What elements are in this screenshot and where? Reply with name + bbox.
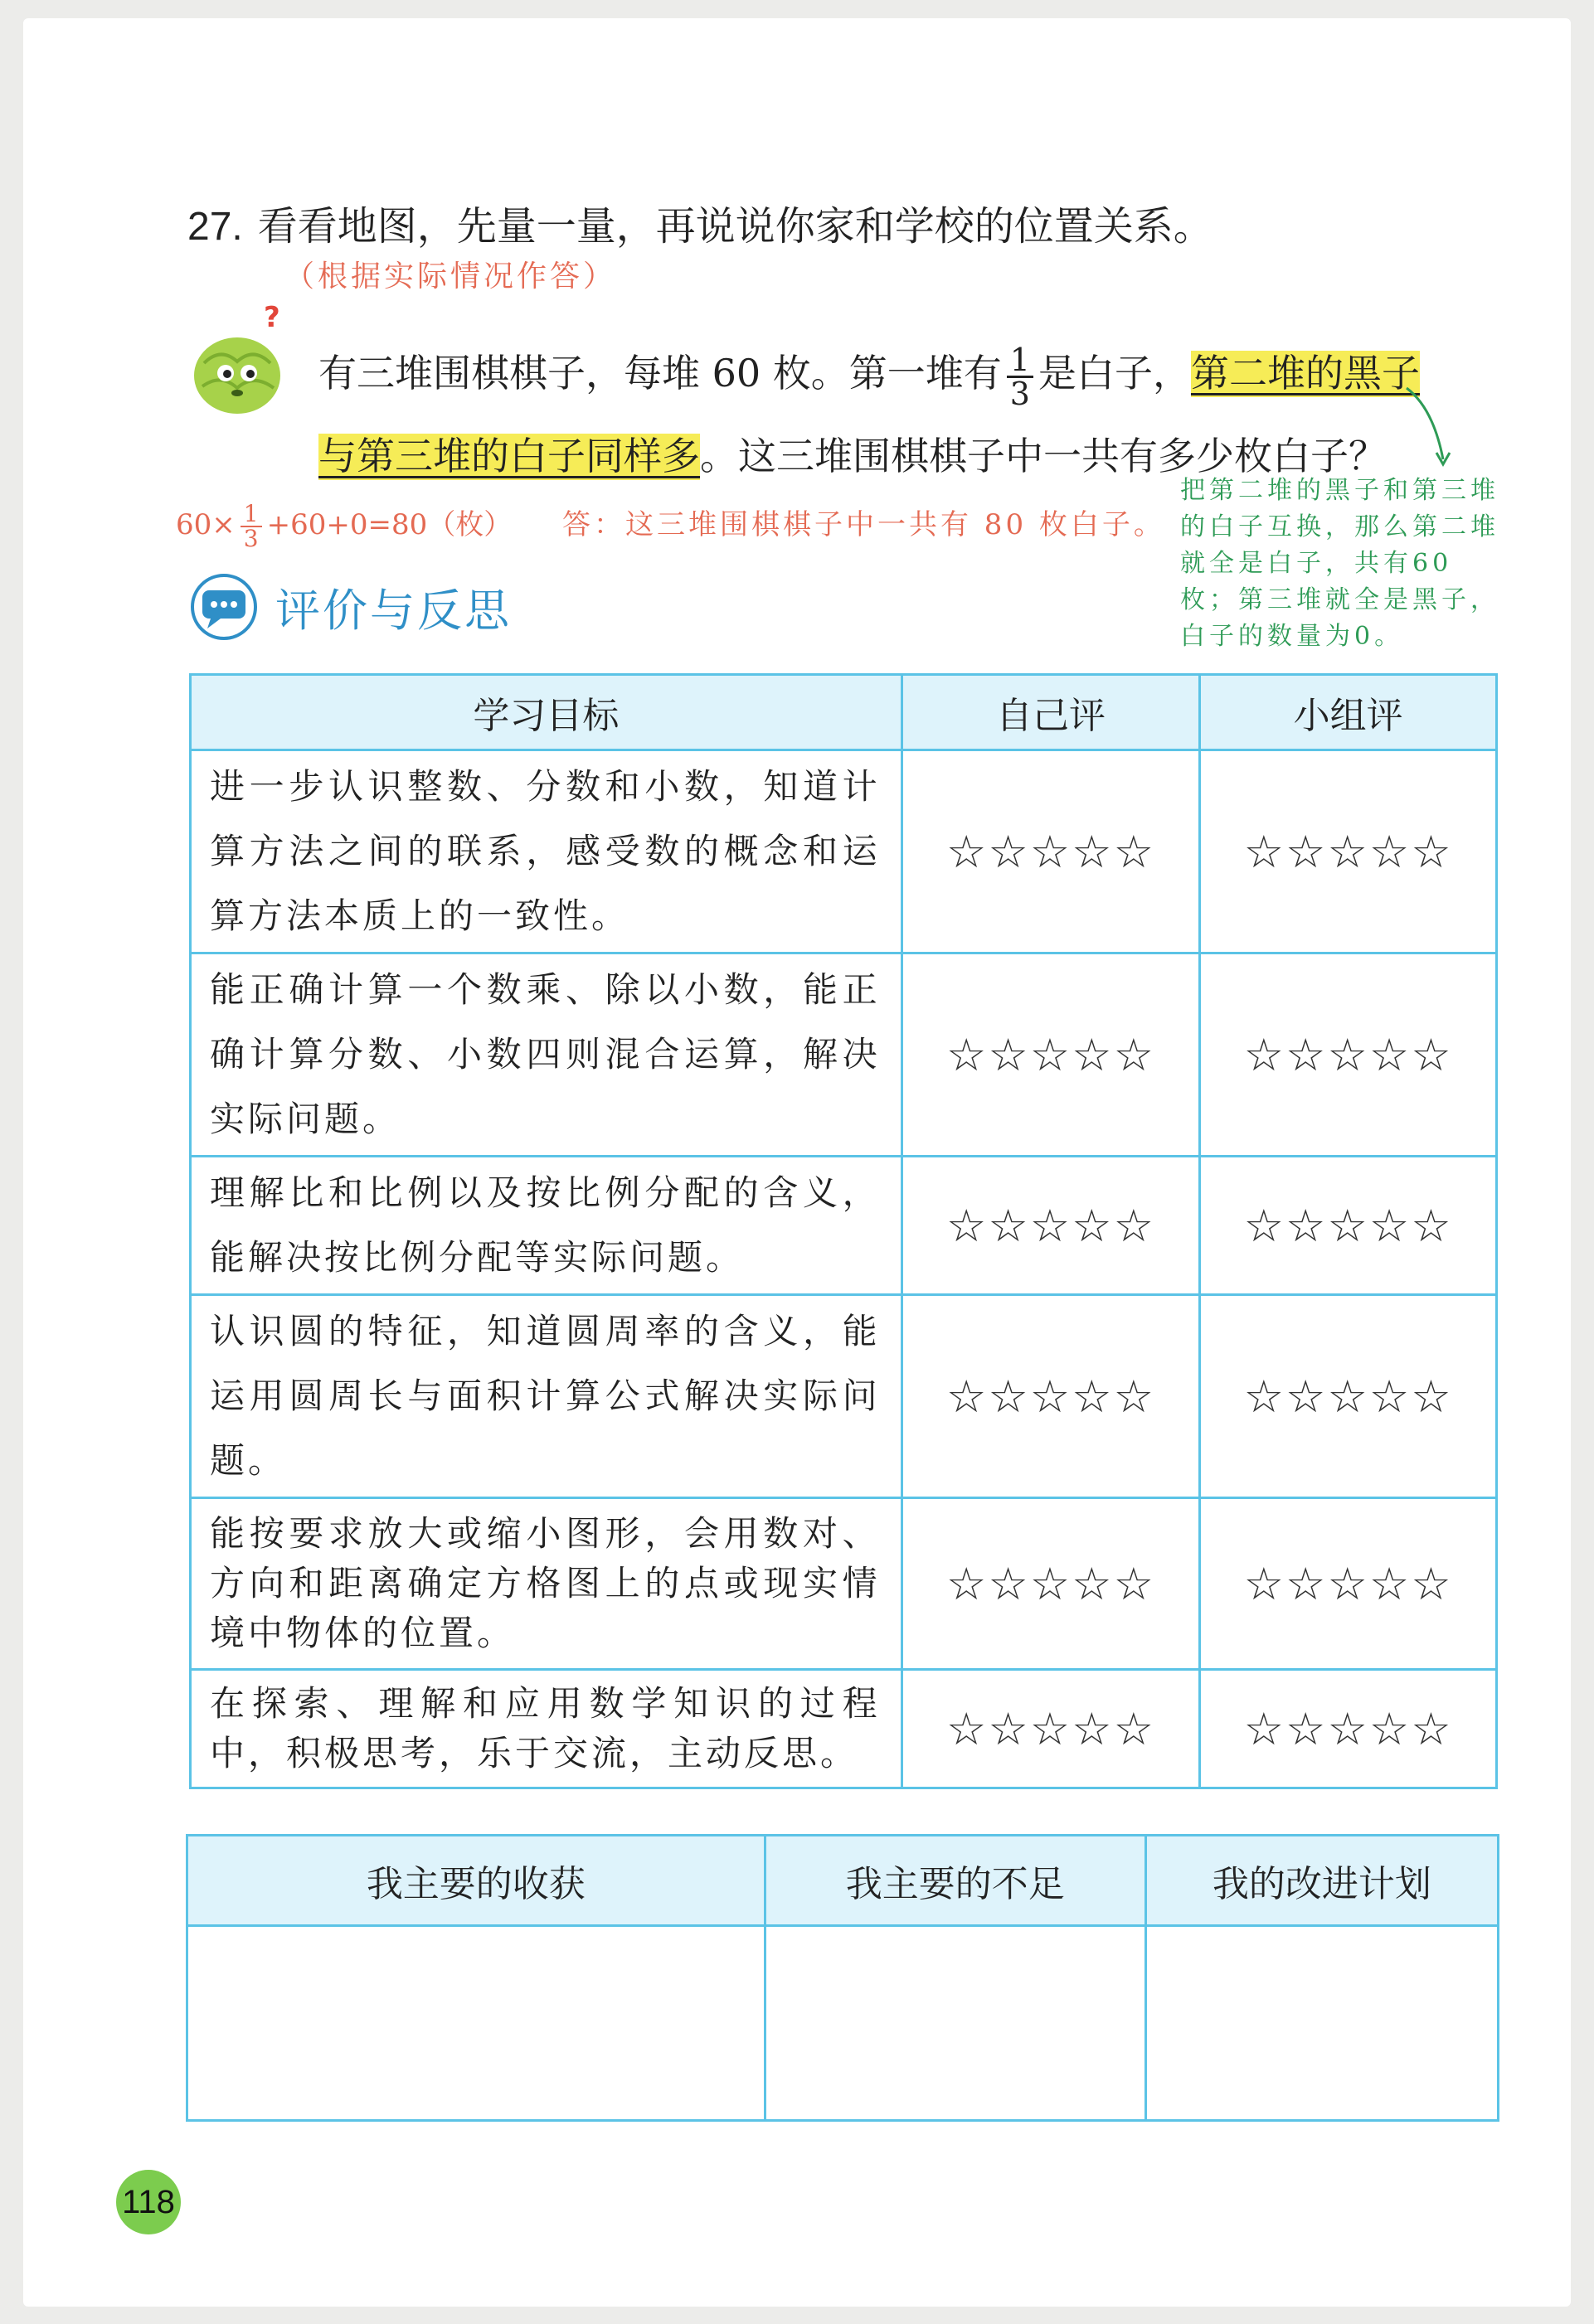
table-header-row	[191, 675, 1497, 750]
puzzle-text: 是白子，	[1038, 351, 1191, 395]
svg-text:?: ?	[264, 301, 280, 334]
table-row	[191, 1670, 1497, 1788]
section-title: 评价与反思	[275, 584, 512, 637]
question-number: 27.	[187, 205, 243, 249]
fraction	[1007, 341, 1033, 412]
column-header: 我的改进计划	[1145, 1836, 1498, 1926]
self-rating-stars[interactable]: ☆☆☆☆☆	[901, 1295, 1200, 1498]
group-rating-stars[interactable]: ☆☆☆☆☆	[1200, 1157, 1497, 1295]
group-rating-stars[interactable]: ☆☆☆☆☆	[1200, 1295, 1497, 1498]
learning-goal: 认识圆的特征，知道圆周率的含义，能运用圆周长与面积计算公式解决实际问题。	[191, 1295, 902, 1498]
learning-goal: 进一步认识整数、分数和小数，知道计算方法之间的联系，感受数的概念和运算方法本质上的一致性。	[191, 750, 902, 953]
textbook-page	[23, 18, 1571, 2307]
table-row	[191, 1498, 1497, 1670]
answer-note: （根据实际情况作答）	[284, 260, 617, 294]
hint-note: 把第二堆的黑子和第三堆的白子互换，那么第二堆就全是白子，共有60枚；第三堆就全是黑子，白子的数量为0。	[1180, 476, 1499, 651]
puzzle-text: 有三堆围棋棋子，每堆 60 枚。第一堆有	[318, 351, 1002, 395]
question-27	[187, 194, 1213, 251]
table-row	[191, 953, 1497, 1157]
column-header: 我主要的不足	[765, 1836, 1145, 1926]
calc-text: +60+0=80（枚）	[266, 508, 513, 541]
self-rating-stars[interactable]: ☆☆☆☆☆	[901, 1157, 1200, 1295]
answer-text: 答：这三堆围棋棋子中一共有 80 枚白子。	[562, 508, 1165, 541]
calc-fraction	[241, 502, 262, 551]
improvement-plan-writing-area[interactable]	[1145, 1926, 1498, 2121]
fraction-denominator: 3	[243, 525, 259, 552]
arrow-icon	[1400, 383, 1466, 474]
puzzle-line-1	[318, 343, 1420, 410]
learning-goal: 在探索、理解和应用数学知识的过程中，积极思考，乐于交流，主动反思。	[191, 1670, 902, 1788]
gains-writing-area[interactable]	[187, 1926, 765, 2121]
column-header: 学习目标	[191, 675, 902, 750]
fraction-numerator: 1	[1007, 344, 1033, 378]
calculation	[176, 502, 512, 551]
group-rating-stars[interactable]: ☆☆☆☆☆	[1200, 1670, 1497, 1788]
column-header: 小组评	[1200, 675, 1497, 750]
column-header: 自己评	[901, 675, 1200, 750]
self-rating-stars[interactable]: ☆☆☆☆☆	[901, 1498, 1200, 1670]
calc-text: 60×	[176, 508, 236, 541]
evaluation-table	[189, 673, 1498, 1789]
reflection-table	[186, 1834, 1499, 2122]
column-header: 我主要的收获	[187, 1836, 765, 1926]
self-rating-stars[interactable]: ☆☆☆☆☆	[901, 953, 1200, 1157]
question-text: 看看地图，先量一量，再说说你家和学校的位置关系。	[257, 203, 1213, 250]
table-row	[191, 1157, 1497, 1295]
page-number-badge: 118	[116, 2170, 181, 2234]
group-rating-stars[interactable]: ☆☆☆☆☆	[1200, 953, 1497, 1157]
group-rating-stars[interactable]: ☆☆☆☆☆	[1200, 750, 1497, 953]
highlighted-text: 第二堆的黑子	[1190, 351, 1420, 395]
chat-bubble-icon	[187, 572, 260, 642]
table-row	[191, 750, 1497, 953]
fraction-denominator: 3	[1009, 375, 1030, 412]
table-row	[191, 1295, 1497, 1498]
table-row	[187, 1926, 1499, 2121]
shortcomings-writing-area[interactable]	[765, 1926, 1145, 2121]
learning-goal: 能按要求放大或缩小图形，会用数对、方向和距离确定方格图上的点或现实情境中物体的位置。	[191, 1498, 902, 1670]
self-rating-stars[interactable]: ☆☆☆☆☆	[901, 1670, 1200, 1788]
puzzle-text: 。这三堆围棋棋子中一共有多少枚白子？	[700, 434, 1387, 478]
learning-goal: 能正确计算一个数乘、除以小数，能正确计算分数、小数四则混合运算，解决实际问题。	[191, 953, 902, 1157]
mascot-icon	[187, 297, 295, 421]
highlighted-text: 与第三堆的白子同样多	[318, 434, 700, 478]
self-rating-stars[interactable]: ☆☆☆☆☆	[901, 750, 1200, 953]
learning-goal: 理解比和比例以及按比例分配的含义，能解决按比例分配等实际问题。	[191, 1157, 902, 1295]
table-header-row	[187, 1836, 1499, 1926]
group-rating-stars[interactable]: ☆☆☆☆☆	[1200, 1498, 1497, 1670]
evaluation-heading	[187, 565, 512, 648]
fraction-numerator: 1	[241, 502, 262, 527]
